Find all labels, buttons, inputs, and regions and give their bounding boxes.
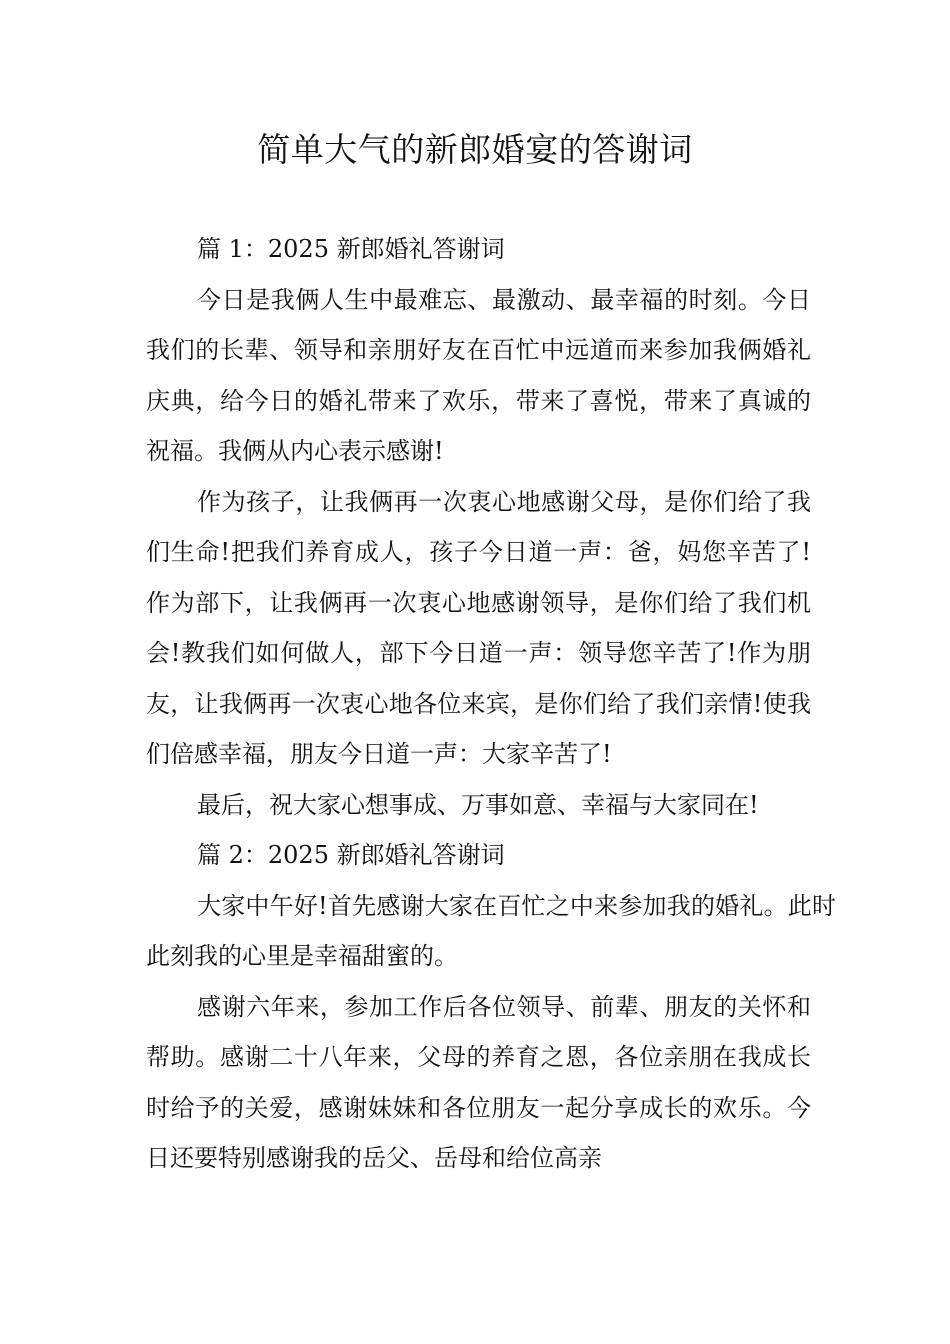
document-body xyxy=(146,224,836,1184)
section-heading-2: 篇 2：2025 新郎婚礼答谢词 xyxy=(197,841,505,869)
paragraph-thanks: 作为孩子，让我俩再一次衷心地感谢父母，是你们给了我们生命!把我们养育成人，孩子今日道一声：爸，妈您辛苦了!作为部下，让我俩再一次衷心地感谢领导，是你们给了我们机会!教我们如何做人，部下今日道一声：领导您辛苦了!作为朋友，让我俩再一次衷心地各位来宾，是你们给了我们亲情!使我们倍感幸福，朋友今日道一声：大家辛苦了! xyxy=(146,487,811,768)
paragraph-closing: 最后，祝大家心想事成、万事如意、幸福与大家同在! xyxy=(197,790,759,819)
paragraph-gratitude: 感谢六年来，参加工作后各位领导、前辈、朋友的关怀和帮助。感谢二十八年来，父母的养育之恩，各位亲朋在我成长时给予的关爱，感谢妹妹和各位朋友一起分享成长的欢乐。今日还要特别感谢我的岳父、岳母和给位高亲 xyxy=(146,992,811,1172)
paragraph-greeting: 大家中午好!首先感谢大家在百忙之中来参加我的婚礼。此时此刻我的心里是幸福甜蜜的。 xyxy=(146,891,836,970)
document-title: 简单大气的新郎婚宴的答谢词 xyxy=(257,130,693,169)
paragraph-opening: 今日是我俩人生中最难忘、最激动、最幸福的时刻。今日我们的长辈、领导和亲朋好友在百忙中远道而来参加我俩婚礼庆典，给今日的婚礼带来了欢乐，带来了喜悦，带来了真诚的祝福。我俩从内心表示感谢! xyxy=(146,285,811,465)
section-heading-1: 篇 1：2025 新郎婚礼答谢词 xyxy=(197,235,505,263)
